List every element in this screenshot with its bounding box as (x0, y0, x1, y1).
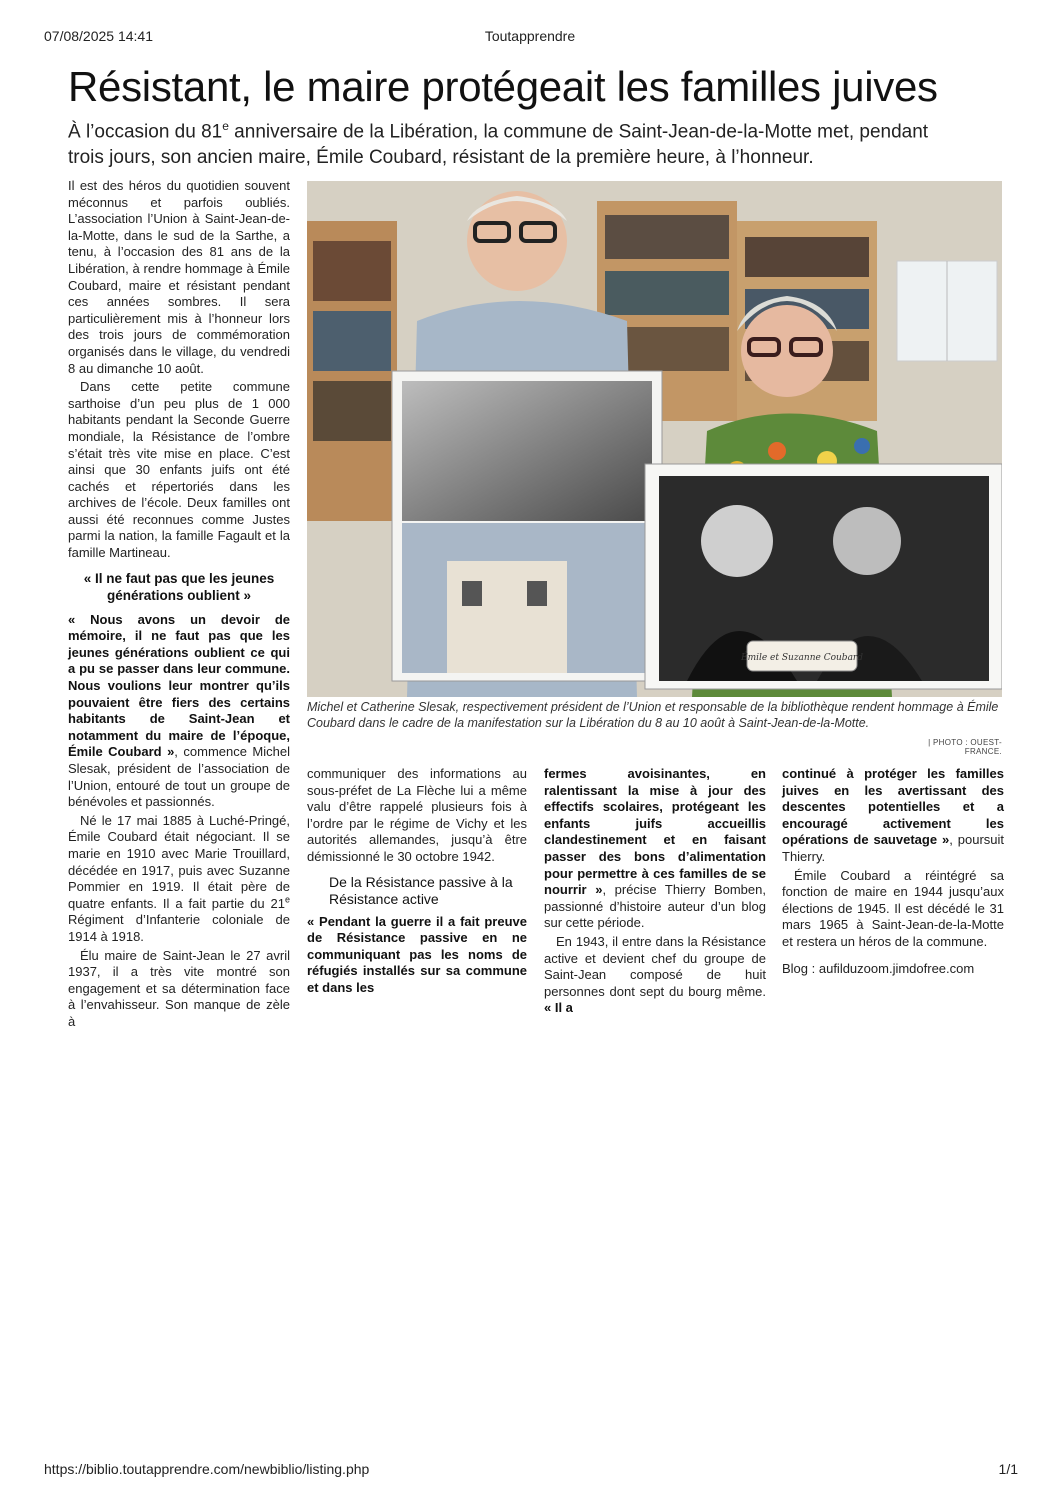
paragraph: communiquer des informations au sous-préfet de La Flèche lui a même valu d’être rappelé plusieurs fois à l’ordre par le régime de Vichy et les autorités allemandes, jusqu’à être démissionné le 30 octobre 1942. (307, 766, 527, 864)
article-lead (68, 113, 968, 171)
quote-bold: « Pendant la guerre il a fait preuve de Résistance passive en ne communiquant pas les noms de réfugiés installés sur sa commune et dans les (307, 913, 527, 995)
paragraph: Émile Coubard a réintégré sa fonction de maire en 1944 jusqu’aux élections de 1945. Il est décédé le 31 mars 1965 à Saint-Jean-de-la-Motte et restera un héros de la commune. (782, 867, 1004, 949)
photo-caption: Michel et Catherine Slesak, respectivement président de l’Union et responsable de la bibliothèque rendent hommage à Émile Coubard dans le cadre de la manifestation sur la Libération du 8 au 10 août à Saint-Jean-de-la-Motte. (307, 700, 999, 730)
lead-text: À l’occasion du 81 (68, 121, 223, 143)
quote-bold: continué à protéger les familles juives en les avertissant des descentes potentielles et a encouragé activement les opérations de sauvetage » (782, 766, 1004, 848)
sup: e (284, 894, 290, 905)
subheading: De la Résistance passive à la Résistance active (329, 873, 513, 907)
print-site-title: Toutapprendre (484, 28, 576, 44)
quote-attribution: , poursuit Thierry. (782, 832, 1004, 864)
article-title: Résistant, le maire protégeait les familles juives (68, 63, 938, 110)
poster-caption: Émile et Suzanne Coubard (741, 653, 863, 663)
lead-sup: e (222, 119, 229, 133)
quote-attribution: , commence Michel Slesak, président de l’association de l’Union, entouré de tout un groupe de bénévoles et passionnés. (68, 744, 290, 810)
lead-text-2: anniversaire de la Libération, la commune de Saint-Jean-de-la-Motte met, pendant trois jours, son ancien maire, Émile Coubard, résistant de la première heure, à l’honneur. (68, 121, 929, 169)
paragraph (307, 914, 527, 997)
print-datetime: 07/08/2025 14:41 (44, 28, 153, 44)
article-column-4 (782, 766, 1004, 979)
paragraph (68, 813, 290, 946)
article-photo (307, 181, 1002, 697)
photo-credit: | PHOTO : OUEST-FRANCE. (928, 738, 1002, 756)
article-column-3 (544, 766, 766, 1019)
paragraph (544, 766, 766, 932)
article-column-1 (68, 178, 290, 1033)
paragraph (68, 612, 290, 811)
text: Régiment d’Infanterie coloniale de 1914 à 1918. (68, 912, 290, 944)
paragraph: Élu maire de Saint-Jean le 27 avril 1937, il a très vite montré son engagement et sa détermination face à l’envahisseur. Son manque de zèle à (68, 947, 290, 1029)
photo-illustration (307, 181, 1002, 697)
text: Né le 17 mai 1885 à Luché-Pringé, Émile Coubard était négociant. Il se marie en 1910 avec Marie Trouillard, décédée en 1917, puis avec Suzanne Pommier en 1919. Il était père de quatre enfants. Il a fait partie du 21 (68, 812, 290, 911)
paragraph (782, 766, 1004, 866)
intertitle: « Il ne faut pas que les jeunes générations oublient » (83, 570, 275, 603)
quote-attribution: , précise Thierry Bomben, passionné d’histoire auteur d’un blog sur cette période. (544, 882, 766, 931)
text: En 1943, il entre dans la Résistance active et devient chef du groupe de Saint-Jean composé de huit personnes dont sept du bourg même. (544, 933, 766, 999)
blog-link: Blog : aufilduzoom.jimdofree.com (782, 960, 975, 976)
quote-bold: fermes avoisinantes, en ralentissant la mise à jour des effectifs scolaires, protégeant les enfants juifs accueillis clandestinement et en faisant passer des bons d’alimentation pour permettre à ces familles de se nourrir » (544, 766, 766, 898)
quote-bold: « Il a (544, 1000, 573, 1016)
paragraph: Dans cette petite commune sarthoise d’un peu plus de 1 000 habitants pendant la Seconde Guerre mondiale, la Résistance de l’ombre s’était très vite mise en place. C’est ainsi que 30 enfants juifs ont été cachés et répertoriés dans les archives de l’école. Deux familles ont aussi été reconnues comme Justes parmi la nation, la famille Fagault et la famille Martineau. (68, 379, 290, 561)
quote-bold: « Nous avons un devoir de mémoire, il ne faut pas que les jeunes générations oublient ce qui a pu se passer dans leur commune. Nous voulions leur montrer qu’ils pouvaient être fiers des certains habitants de Saint-Jean et notamment du maire de l’époque, Émile Coubard » (68, 611, 290, 760)
print-url: https://biblio.toutapprendre.com/newbiblio/listing.php (44, 1461, 370, 1477)
print-page-number: 1/1 (998, 1461, 1018, 1477)
article-column-2 (307, 766, 527, 999)
paragraph: Il est des héros du quotidien souvent méconnus et parfois oubliés. L’association l’Union à Saint-Jean-de-la-Motte, dans le sud de la Sarthe, a tenu, à l’occasion des 81 ans de la Libération, à rendre hommage à Émile Coubard, maire et résistant pendant ces années sombres. Il sera particulièrement mis à l’honneur lors des trois jours de commémoration organisés dans le village, du vendredi 8 au dimanche 10 août. (68, 178, 290, 376)
paragraph (544, 934, 766, 1017)
